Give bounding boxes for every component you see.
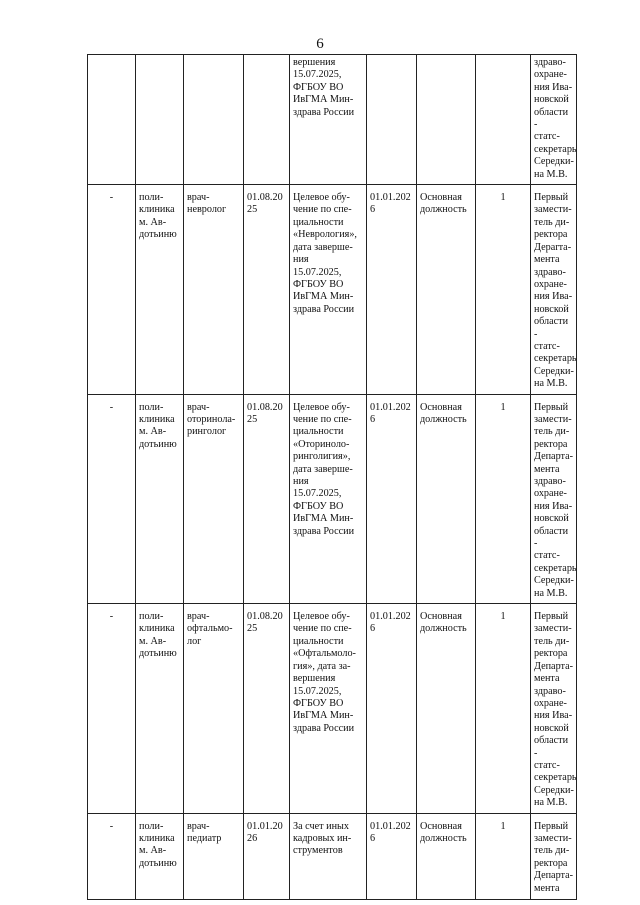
official-cell: Первый замести- тель ди- ректора Департа- мента здраво- охране- ния Ива- новской области - статс- секретарь Середки- на М.В. [531,604,577,814]
basis-cell: вершения 15.07.2025, ФГБОУ ВО ИвГМА Мин- здрава России [290,55,367,185]
date-start-cell [244,55,290,185]
rate-cell: 1 [476,604,531,814]
department-cell: поли- клиника м. Ав- дотьиню [136,813,184,899]
rate-cell: 1 [476,813,531,899]
official-cell: здраво- охране- ния Ива- новской области - статс- секретарь Середки- на М.В. [531,55,577,185]
date-end-cell: 01.01.202 6 [367,394,417,604]
position-type-cell: Основная должность [417,394,476,604]
staffing-table [87,54,577,900]
basis-cell: Целевое обу- чение по спе- циальности «Офтальмоло- гия», дата за- вершения 15.07.2025, ФГБОУ ВО ИвГМА Мин- здрава России [290,604,367,814]
position-cell: врач- педиатр [184,813,244,899]
date-start-cell: 01.08.20 25 [244,185,290,395]
rate-cell: 1 [476,394,531,604]
basis-cell: Целевое обу- чение по спе- циальности «Оториноло- ринголигия», дата заверше- ния 15.07.2025, ФГБОУ ВО ИвГМА Мин- здрава России [290,394,367,604]
dash-cell: - [88,813,136,899]
table-row [88,394,577,604]
date-start-cell: 01.01.20 26 [244,813,290,899]
date-end-cell: 01.01.202 6 [367,185,417,395]
date-end-cell: 01.01.202 6 [367,813,417,899]
table-row [88,813,577,899]
position-cell: врач- невролог [184,185,244,395]
department-cell: поли- клиника м. Ав- дотьиню [136,604,184,814]
official-cell: Первый замести- тель ди- ректора Департа- мента [531,813,577,899]
official-cell: Первый замести- тель ди- ректора Департа- мента здраво- охране- ния Ива- новской области - статс- секретарь Середки- на М.В. [531,394,577,604]
date-end-cell: 01.01.202 6 [367,604,417,814]
department-cell: поли- клиника м. Ав- дотьиню [136,185,184,395]
date-end-cell [367,55,417,185]
date-start-cell: 01.08.20 25 [244,604,290,814]
dash-cell [88,55,136,185]
page-number: 6 [316,36,324,52]
department-cell [136,55,184,185]
table-row [88,604,577,814]
date-start-cell: 01.08.20 25 [244,394,290,604]
position-type-cell [417,55,476,185]
position-cell: врач- офтальмо- лог [184,604,244,814]
position-type-cell: Основная должность [417,185,476,395]
official-cell: Первый замести- тель ди- ректора Деparта- мента здраво- охране- ния Ива- новской области - статс- секретарь Середки- на М.В. [531,185,577,395]
dash-cell: - [88,185,136,395]
rate-cell: 1 [476,185,531,395]
table-row [88,55,577,185]
table-row [88,185,577,395]
position-cell [184,55,244,185]
position-type-cell: Основная должность [417,604,476,814]
position-cell: врач- оторинола- ринголог [184,394,244,604]
dash-cell: - [88,394,136,604]
basis-cell: Целевое обу- чение по спе- циальности «Неврология», дата заверше- ния 15.07.2025, ФГБОУ ВО ИвГМА Мин- здрава России [290,185,367,395]
dash-cell: - [88,604,136,814]
rate-cell [476,55,531,185]
department-cell: поли- клиника м. Ав- дотьиню [136,394,184,604]
basis-cell: За счет иных кадровых ин- струментов [290,813,367,899]
position-type-cell: Основная должность [417,813,476,899]
